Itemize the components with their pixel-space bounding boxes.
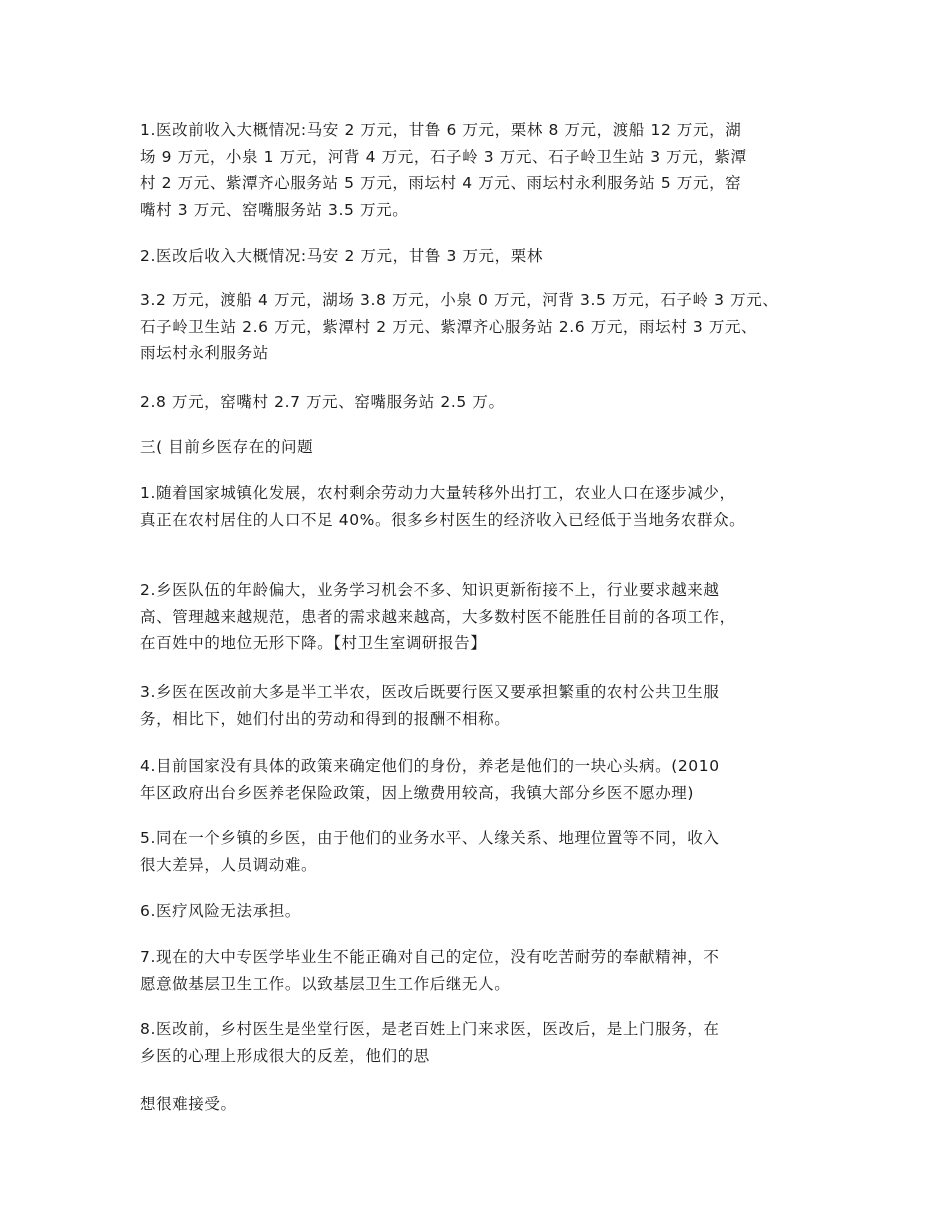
- text-line: 石子岭卫生站 2.6 万元，紫潭村 2 万元、紫潭齐心服务站 2.6 万元，雨坛村 3 万元、: [140, 317, 758, 336]
- text-line: 2.医改后收入大概情况:马安 2 万元，甘鲁 3 万元，栗林: [140, 247, 543, 265]
- paragraph-income-after-reform-end: [140, 389, 820, 416]
- text-line: 真正在农村居住的人口不足 40%。很多乡村医生的经济收入已经低于当地务农群众。: [140, 510, 746, 529]
- text-line: 1.随着国家城镇化发展，农村剩余劳动力大量转移外出打工，农业人口在逐步减少，: [140, 484, 736, 502]
- text-line: 5.同在一个乡镇的乡医，由于他们的业务水平、人缘关系、地理位置等不同，收入: [140, 829, 720, 847]
- paragraph-problem-4: [140, 753, 820, 806]
- paragraph-income-after-reform: [140, 243, 820, 270]
- text-line: 在百姓中的地位无形下降。【村卫生室调研报告】: [140, 634, 487, 652]
- text-line: 务，相比下，她们付出的劳动和得到的报酬不相称。: [140, 709, 511, 728]
- text-line: 1.医改前收入大概情况:马安 2 万元，甘鲁 6 万元，栗林 8 万元，渡船 12 万元，湖: [140, 121, 742, 139]
- text-line: 7.现在的大中专医学毕业生不能正确对自己的定位，没有吃苦耐劳的奉献精神，不: [140, 948, 720, 966]
- text-line: 想很难接受。: [140, 1095, 237, 1113]
- text-line: 年区政府出台乡医养老保险政策，因上缴费用较高，我镇大部分乡医不愿办理): [140, 783, 695, 802]
- text-line: 嘴村 3 万元、窑嘴服务站 3.5 万元。: [140, 200, 409, 219]
- text-line: 村 2 万元、紫潭齐心服务站 5 万元，雨坛村 4 万元、雨坛村永利服务站 5 万元，窑: [140, 174, 742, 192]
- paragraph-problem-7: [140, 944, 820, 997]
- paragraph-problem-6: [140, 898, 820, 925]
- text-line: 雨坛村永利服务站: [140, 344, 269, 362]
- paragraph-income-after-reform-continued: [140, 287, 820, 367]
- text-line: 6.医疗风险无法承担。: [140, 902, 301, 920]
- text-line: 很大差异，人员调动难。: [140, 855, 318, 874]
- text-line: 乡医的心理上形成很大的反差，他们的思: [140, 1046, 430, 1065]
- paragraph-problem-2: [140, 577, 820, 657]
- text-line: 4.目前国家没有具体的政策来确定他们的身份，养老是他们的一块心头病。(2010: [140, 757, 720, 775]
- paragraph-problem-5: [140, 825, 820, 878]
- paragraph-problem-8-continued: [140, 1091, 820, 1118]
- text-line: 2.8 万元，窑嘴村 2.7 万元、窑嘴服务站 2.5 万。: [140, 393, 505, 411]
- paragraph-problem-8: [140, 1016, 820, 1069]
- text-line: 愿意做基层卫生工作。以致基层卫生工作后继无人。: [140, 974, 511, 993]
- paragraph-problem-3: [140, 679, 820, 732]
- text-line: 2.乡医队伍的年龄偏大，业务学习机会不多、知识更新衔接不上，行业要求越来越: [140, 581, 720, 599]
- section-heading-problems: [140, 434, 820, 461]
- text-line: 3.乡医在医改前大多是半工半农，医改后既要行医又要承担繁重的农村公共卫生服: [140, 683, 720, 701]
- text-line: 场 9 万元，小泉 1 万元，河背 4 万元，石子岭 3 万元、石子岭卫生站 3 万元，紫潭: [140, 147, 747, 166]
- text-line: 3.2 万元，渡船 4 万元，湖场 3.8 万元，小泉 0 万元，河背 3.5 万元，石子岭 3 万元、: [140, 291, 779, 309]
- text-line: 三( 目前乡医存在的问题: [140, 438, 314, 456]
- text-line: 高、管理越来越规范，患者的需求越来越高，大多数村医不能胜任目前的各项工作，: [140, 607, 736, 626]
- paragraph-problem-1: [140, 480, 820, 533]
- text-line: 8.医改前，乡村医生是坐堂行医，是老百姓上门来求医，医改后，是上门服务，在: [140, 1020, 720, 1038]
- paragraph-income-before-reform: [140, 117, 820, 223]
